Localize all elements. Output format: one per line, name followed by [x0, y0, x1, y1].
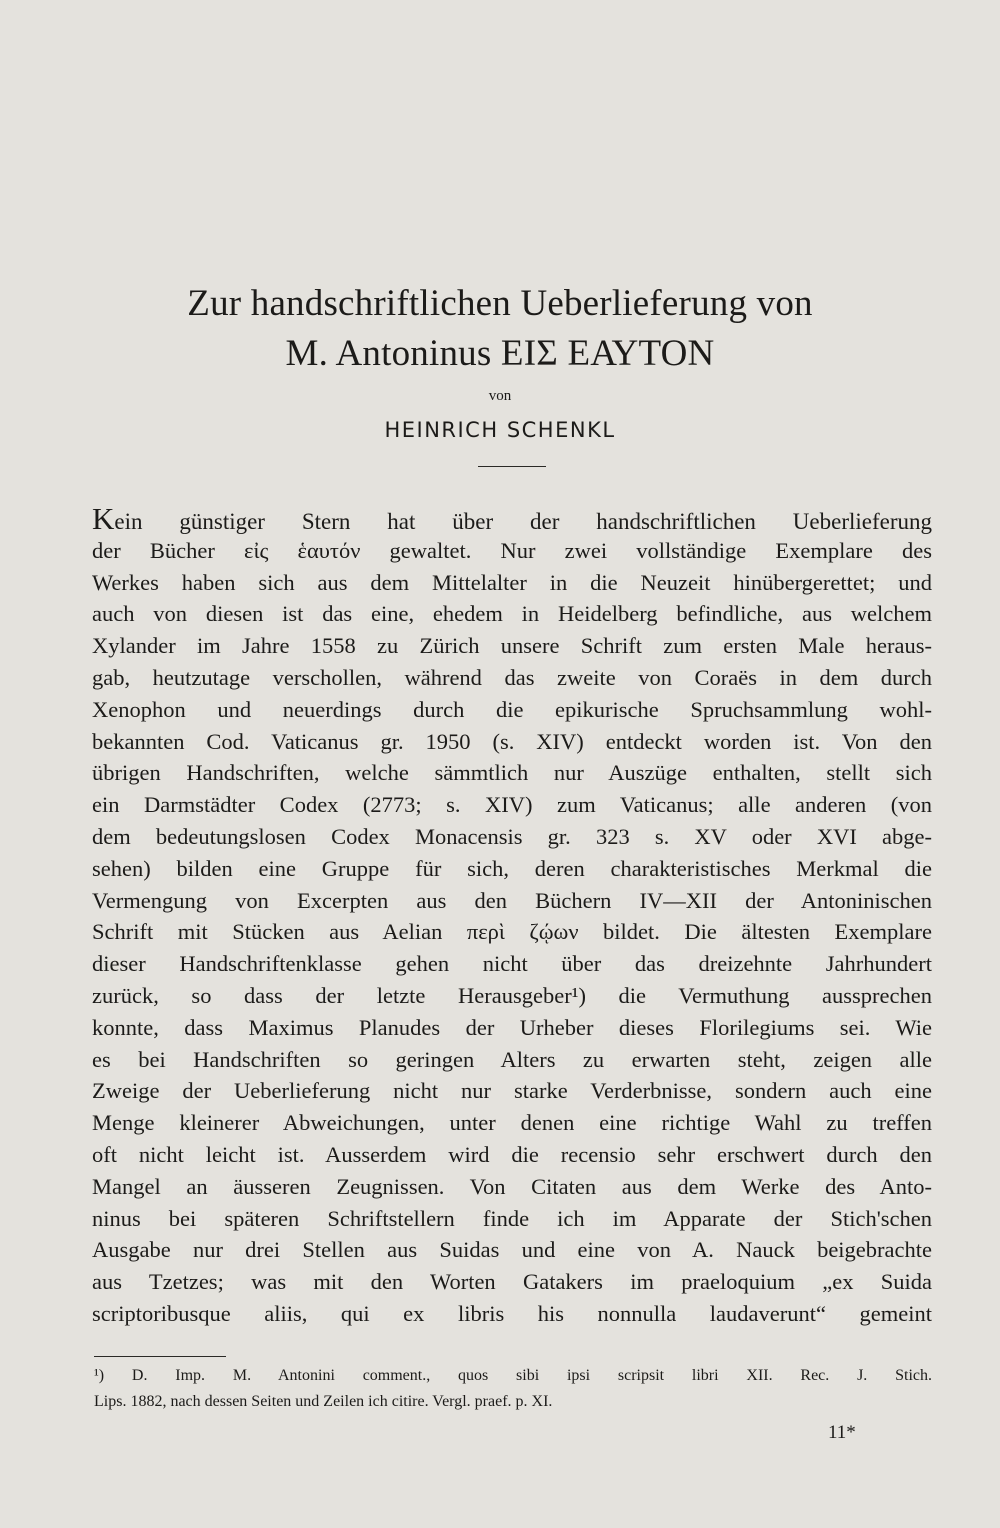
- body-line: Xenophon und neuerdings durch die epikurische Spruchsammlung wohl-: [92, 696, 932, 722]
- body-line: Kein günstiger Stern hat über der handschriftlichen Ueberlieferung: [92, 501, 932, 536]
- body-line: gab, heutzutage verschollen, während das zweite von Coraës in dem durch: [92, 664, 932, 690]
- body-line: es bei Handschriften so geringen Alters zu erwarten steht, zeigen alle: [92, 1046, 932, 1072]
- body-line: Ausgabe nur drei Stellen aus Suidas und eine von A. Nauck beigebrachte: [92, 1237, 932, 1263]
- footnote-line-2: Lips. 1882, nach dessen Seiten und Zeilen ich citire. Vergl. praef. p. XI.: [94, 1393, 553, 1410]
- body-line: Werkes haben sich aus dem Mittelalter in die Neuzeit hinübergerettet; und: [92, 569, 932, 595]
- body-text: [92, 503, 932, 1330]
- body-line: übrigen Handschriften, welche sämmtlich nur Auszüge enthalten, stellt sich: [92, 760, 932, 786]
- body-line: Zweige der Ueberlieferung nicht nur starke Verderbnisse, sondern auch eine: [92, 1078, 932, 1104]
- body-line: scriptoribusque aliis, qui ex libris his nonnulla laudaverunt“ gemeint: [92, 1300, 932, 1326]
- author-name: HEINRICH SCHENKL: [384, 418, 616, 442]
- body-line: Vermengung von Excerpten aus den Büchern IV—XII der Antoninischen: [92, 887, 932, 913]
- body-line: auch von diesen ist das eine, ehedem in Heidelberg befindliche, aus welchem: [92, 601, 932, 627]
- body-line: Schrift mit Stücken aus Aelian περὶ ζῴων bildet. Die ältesten Exemplare: [92, 919, 932, 945]
- body-line: dem bedeutungslosen Codex Monacensis gr. 323 s. XV oder XVI abge-: [92, 823, 932, 849]
- title-divider: [478, 466, 546, 467]
- body-line: Mangel an äusseren Zeugnissen. Von Citaten aus dem Werke des Anto-: [92, 1173, 932, 1199]
- footnote-rule: [94, 1356, 226, 1357]
- body-line: aus Tzetzes; was mit den Worten Gatakers im praeloquium „ex Suida: [92, 1269, 932, 1295]
- body-line: ninus bei späteren Schriftstellern finde ich im Apparate der Stich'schen: [92, 1205, 932, 1231]
- body-line: der Bücher εἰς ἑαυτόν gewaltet. Nur zwei vollständige Exemplare des: [92, 537, 932, 563]
- signature-mark: 11*: [828, 1422, 856, 1443]
- byline: von: [488, 388, 512, 404]
- body-line: bekannten Cod. Vaticanus gr. 1950 (s. XIV) entdeckt worden ist. Von den: [92, 728, 932, 754]
- body-line: Menge kleinerer Abweichungen, unter denen eine richtige Wahl zu treffen: [92, 1110, 932, 1136]
- body-line: dieser Handschriftenklasse gehen nicht über das dreizehnte Jahrhundert: [92, 951, 932, 977]
- body-line: Xylander im Jahre 1558 zu Zürich unsere Schrift zum ersten Male heraus-: [92, 633, 932, 659]
- body-line: sehen) bilden eine Gruppe für sich, deren charakteristisches Merkmal die: [92, 855, 932, 881]
- article-title-line-1: Zur handschriftlichen Ueberlieferung von: [187, 283, 813, 324]
- body-line: zurück, so dass der letzte Herausgeber¹) die Vermuthung aussprechen: [92, 982, 932, 1008]
- body-line: ein Darmstädter Codex (2773; s. XIV) zum Vaticanus; alle anderen (von: [92, 792, 932, 818]
- footnote-line-1: ¹) D. Imp. M. Antonini comment., quos sibi ipsi scripsit libri XII. Rec. J. Stich.: [94, 1367, 932, 1384]
- body-line: oft nicht leicht ist. Ausserdem wird die recensio sehr erschwert durch den: [92, 1141, 932, 1167]
- drop-cap: K: [92, 501, 115, 536]
- article-title-line-2: M. Antoninus ΕΙΣ ΕΑΥΤΟΝ: [285, 333, 715, 374]
- body-line: konnte, dass Maximus Planudes der Urheber dieses Florilegiums sei. Wie: [92, 1014, 932, 1040]
